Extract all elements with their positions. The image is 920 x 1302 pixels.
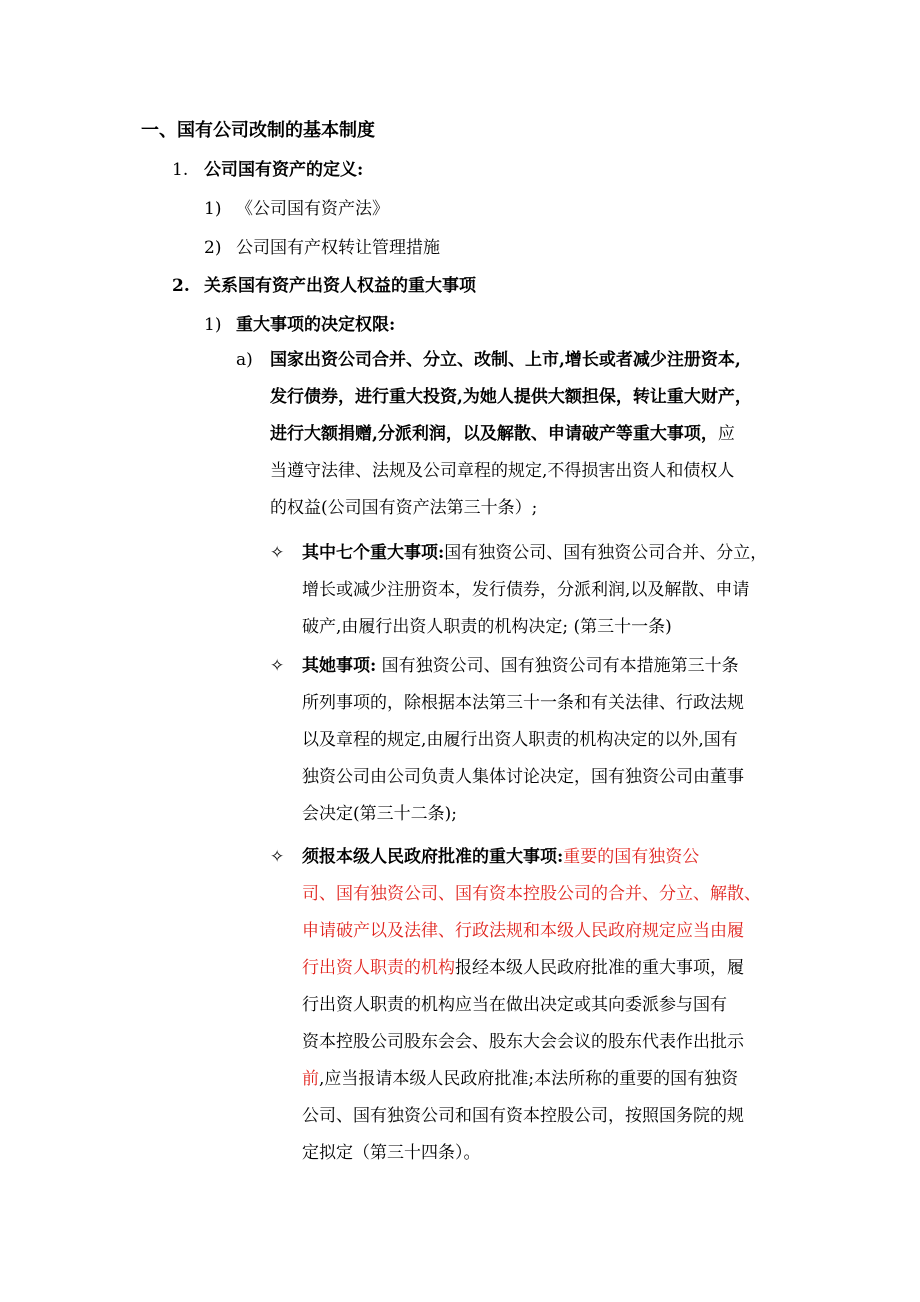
red-text: 前 <box>302 1069 319 1089</box>
normal-text: 以及章程的规定,由履行出资人职责的机构决定的以外,国有 <box>302 730 738 750</box>
para-line <box>302 987 782 1024</box>
diamond-bullet-icon: ✧ <box>270 656 285 676</box>
para-line <box>270 342 782 379</box>
normal-text: 增长或减少注册资本，发行债券，分派利润,以及解散、申请 <box>302 580 750 600</box>
normal-text: 独资公司由公司负责人集体讨论决定，国有独资公司由董事 <box>302 767 744 787</box>
para-line <box>302 572 782 609</box>
normal-text: 破产,由履行出资人职责的机构决定; (第三十一条) <box>302 617 672 637</box>
normal-text: ,应当报请本级人民政府批准;本法所称的重要的国有独资 <box>319 1069 739 1089</box>
normal-text: 会决定(第三十二条); <box>302 804 457 824</box>
section-number: 一、 <box>141 120 177 141</box>
red-text: 重要的国有独资公 <box>563 847 700 867</box>
item-2-sub-1 <box>204 312 395 338</box>
section-title: 国有公司改制的基本制度 <box>177 120 375 141</box>
bold-text: 国家出资公司合并、分立、改制、上市,增长或者减少注册资本, <box>270 350 741 370</box>
normal-text: 定拟定（第三十四条）。 <box>302 1143 481 1163</box>
bold-text: 其她事项: <box>302 656 377 676</box>
bold-text: 须报本级人民政府批准的重大事项: <box>302 847 564 867</box>
normal-text: 国有独资公司、国有独资公司有本措施第三十条 <box>376 656 739 676</box>
normal-text: 报经本级人民政府批准的重大事项，履 <box>455 958 744 978</box>
para-line <box>302 913 782 950</box>
bold-text: 进行大额捐赠,分派利润，以及解散、申请破产等重大事项， <box>270 424 718 444</box>
para-line <box>302 876 782 913</box>
para-line <box>302 1098 782 1135</box>
para-line <box>302 1135 782 1172</box>
para-line <box>270 453 782 490</box>
bullet-3-paragraph <box>302 839 782 1172</box>
para-line <box>302 1061 782 1098</box>
item-2 <box>172 273 476 299</box>
para-line <box>270 416 782 453</box>
item-number: 1. <box>172 160 189 180</box>
sub-text: 公司国有产权转让管理措施 <box>236 238 440 258</box>
para-line <box>302 648 782 685</box>
section-heading <box>141 117 375 145</box>
bullet-2-paragraph <box>302 648 782 833</box>
para-line <box>302 759 782 796</box>
sub-number: 2) <box>204 238 222 258</box>
point-a-paragraph <box>270 342 782 527</box>
item-1-sub-1 <box>204 196 389 222</box>
item-title: 公司国有资产的定义: <box>204 160 364 180</box>
red-text: 司、国有独资公司、国有资本控股公司的合并、分立、解散、 <box>302 884 761 904</box>
sub-title: 重大事项的决定权限: <box>236 315 396 335</box>
item-number: 2. <box>172 276 190 296</box>
para-line <box>270 379 782 416</box>
bold-text: 其中七个重大事项: <box>302 543 445 563</box>
normal-text: 行出资人职责的机构应当在做出决定或其向委派参与国有 <box>302 995 727 1015</box>
para-line <box>270 490 782 527</box>
sub-text: 《公司国有资产法》 <box>236 199 389 219</box>
diamond-bullet-icon: ✧ <box>270 543 285 563</box>
bold-text: 发行债券，进行重大投资,为她人提供大额担保，转让重大财产， <box>270 387 752 407</box>
item-1 <box>172 157 363 183</box>
para-line <box>302 796 782 833</box>
para-line <box>302 685 782 722</box>
normal-text: 资本控股公司股东会会、股东大会会议的股东代表作出批示 <box>302 1032 744 1052</box>
normal-text: 当遵守法律、法规及公司章程的规定,不得损害出资人和债权人 <box>270 461 735 481</box>
point-a-marker: a) <box>236 350 253 370</box>
sub-number: 1) <box>204 315 222 335</box>
item-1-sub-2 <box>204 235 440 261</box>
normal-text: 应 <box>717 424 735 444</box>
normal-text: 国有独资公司、国有独资公司合并、分立， <box>444 543 768 563</box>
sub-number: 1) <box>204 199 222 219</box>
para-line <box>302 839 782 876</box>
normal-text: 所列事项的，除根据本法第三十一条和有关法律、行政法规 <box>302 693 744 713</box>
para-line <box>302 535 782 572</box>
normal-text: 公司、国有独资公司和国有资本控股公司，按照国务院的规 <box>302 1106 744 1126</box>
bullet-1-paragraph <box>302 535 782 646</box>
para-line <box>302 1024 782 1061</box>
normal-text: 的权益(公司国有资产法第三十条）; <box>270 498 538 518</box>
para-line <box>302 722 782 759</box>
red-text: 申请破产以及法律、行政法规和本级人民政府规定应当由履 <box>302 921 744 941</box>
diamond-bullet-icon: ✧ <box>270 847 285 867</box>
para-line <box>302 950 782 987</box>
item-title: 关系国有资产出资人权益的重大事项 <box>204 276 476 296</box>
para-line <box>302 609 782 646</box>
red-text: 行出资人职责的机构 <box>302 958 455 978</box>
